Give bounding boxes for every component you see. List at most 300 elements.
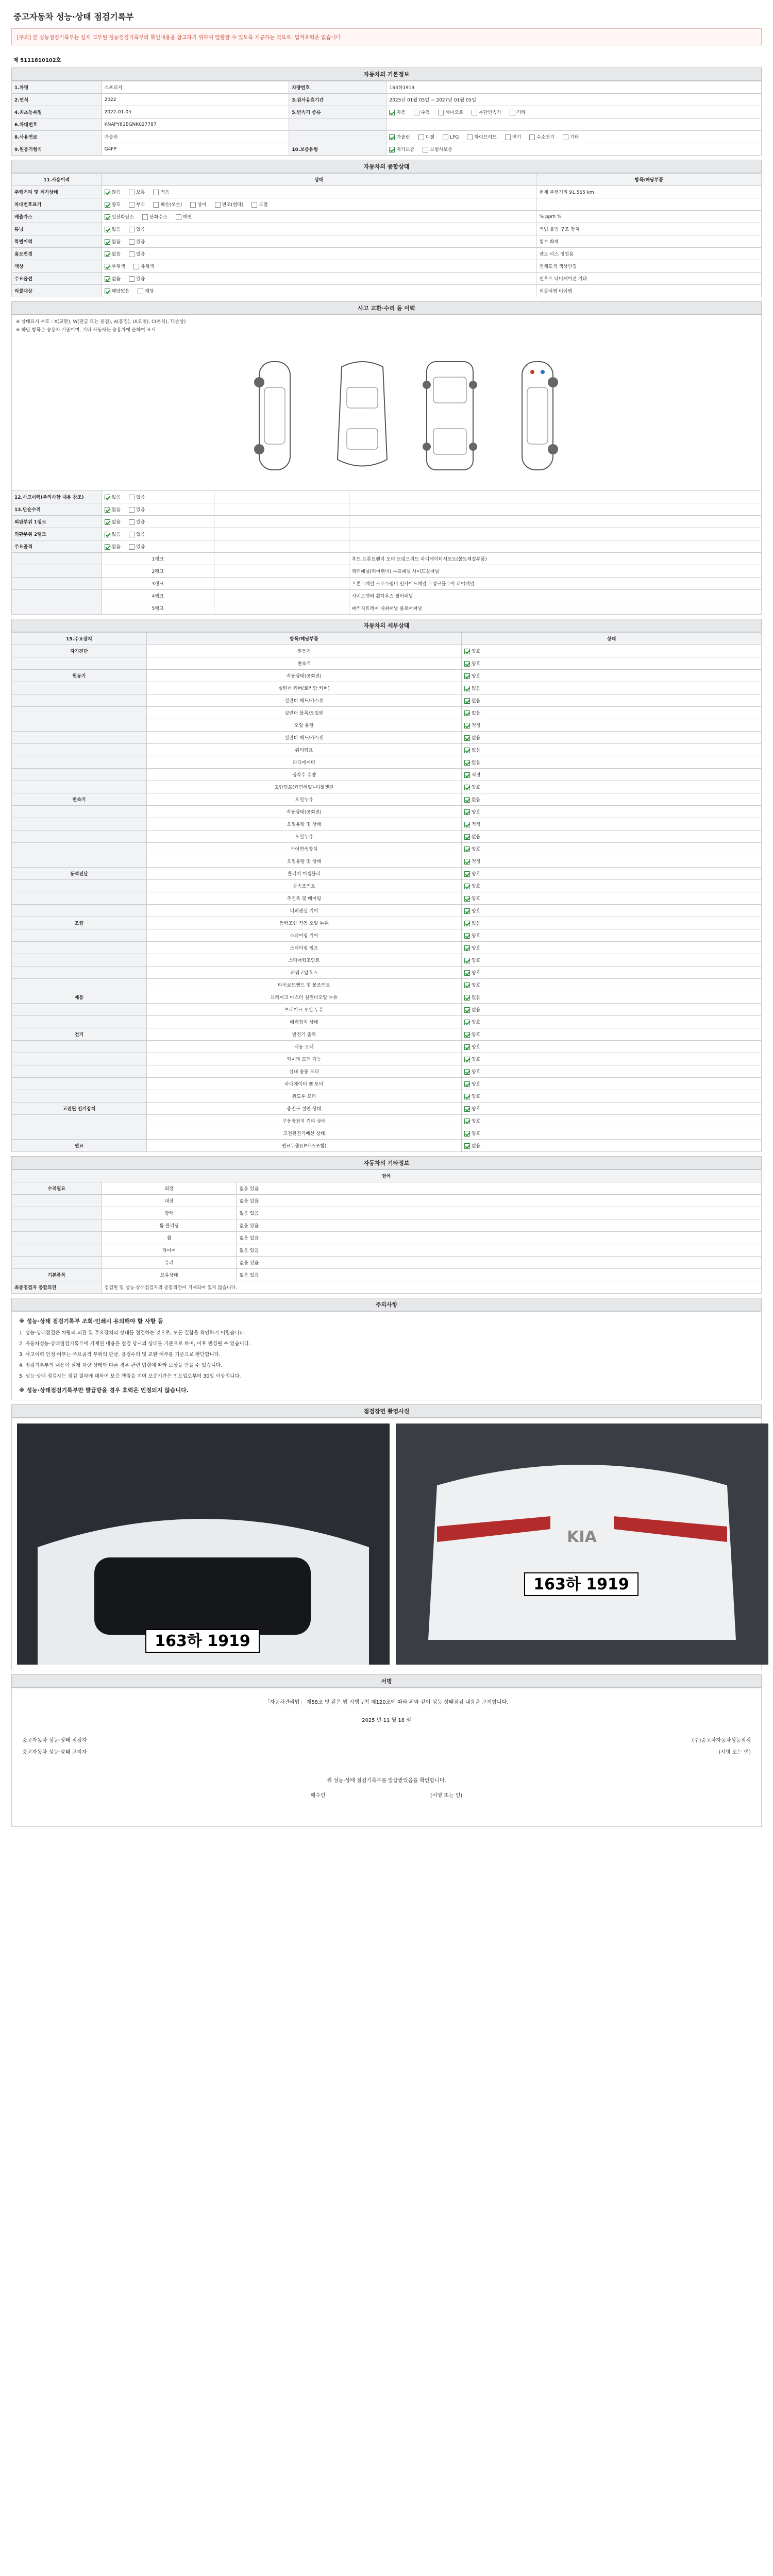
item-label: 구동축전지 격리 상태 bbox=[146, 1115, 461, 1127]
option[interactable] bbox=[418, 133, 434, 140]
status-value: 양호 bbox=[471, 1131, 481, 1137]
checkbox-icon[interactable] bbox=[389, 110, 395, 115]
status-cell bbox=[461, 732, 761, 744]
group-label bbox=[12, 1244, 102, 1257]
checkbox-icon[interactable] bbox=[467, 134, 473, 140]
detail-row bbox=[12, 917, 762, 929]
item-label: 실린더 헤드/가스켓 bbox=[146, 694, 461, 707]
checkbox-icon[interactable] bbox=[105, 495, 110, 500]
status-cell bbox=[461, 880, 761, 892]
row-label: 배출가스 bbox=[12, 211, 102, 223]
section-other-info: 자동차의 기타정보 bbox=[11, 1156, 762, 1170]
checkbox-icon[interactable] bbox=[129, 532, 135, 537]
option-label: 있음 bbox=[136, 507, 145, 513]
checkbox-icon[interactable] bbox=[443, 134, 448, 140]
checkbox-icon[interactable] bbox=[464, 1044, 470, 1050]
detail-row bbox=[12, 929, 762, 942]
status-cell bbox=[461, 682, 761, 694]
option[interactable] bbox=[153, 201, 182, 208]
checkbox-icon[interactable] bbox=[464, 822, 470, 827]
field-value bbox=[386, 118, 762, 131]
checkbox-icon[interactable] bbox=[505, 134, 511, 140]
option[interactable] bbox=[129, 531, 145, 537]
state-options bbox=[102, 285, 536, 297]
option-label: 무단변속기 bbox=[479, 110, 501, 115]
parts-detail: 프론트패널 크로스멤버 인사이드패널 트렁크플로어 리어패널 bbox=[349, 578, 761, 590]
option[interactable] bbox=[129, 494, 145, 500]
device-label bbox=[12, 1078, 147, 1090]
checkbox-icon[interactable] bbox=[129, 239, 135, 245]
front-photo bbox=[17, 1423, 390, 1665]
option[interactable] bbox=[467, 133, 496, 140]
option[interactable] bbox=[129, 543, 145, 550]
checkbox-icon[interactable] bbox=[215, 202, 221, 208]
checkbox-icon[interactable] bbox=[464, 1118, 470, 1124]
section-general-state: 자동차의 종합상태 bbox=[11, 160, 762, 173]
parts-row bbox=[12, 565, 762, 578]
detail-row bbox=[12, 868, 762, 880]
blank-cell bbox=[214, 540, 349, 553]
option[interactable] bbox=[251, 201, 267, 208]
checkbox-icon[interactable] bbox=[389, 134, 395, 140]
rear-brand-text: KIA bbox=[567, 1528, 597, 1546]
item-label: 파워고압호스 bbox=[146, 967, 461, 979]
row-label: 13.단순수리 bbox=[12, 503, 102, 516]
group-label: 기본품목 bbox=[12, 1269, 102, 1281]
checkbox-icon[interactable] bbox=[464, 834, 470, 840]
car-left-side-icon bbox=[244, 357, 306, 475]
option[interactable] bbox=[105, 543, 121, 550]
device-label bbox=[12, 892, 147, 905]
checkbox-icon[interactable] bbox=[472, 110, 477, 115]
blank-cell bbox=[214, 528, 349, 540]
state-options bbox=[102, 223, 536, 235]
checkbox-icon[interactable] bbox=[251, 202, 257, 208]
option[interactable] bbox=[389, 146, 414, 152]
section-accident-history: 사고 교환·수리 등 이력 bbox=[11, 301, 762, 315]
checkbox-icon[interactable] bbox=[389, 147, 395, 152]
device-label bbox=[12, 694, 147, 707]
checkbox-icon[interactable] bbox=[153, 190, 159, 195]
checkbox-icon[interactable] bbox=[129, 190, 135, 195]
option[interactable] bbox=[105, 238, 121, 245]
detail-row bbox=[12, 707, 762, 719]
checkbox-icon[interactable] bbox=[464, 661, 470, 667]
checkbox-icon[interactable] bbox=[464, 896, 470, 902]
option-label: 있음 bbox=[136, 545, 145, 550]
state-options bbox=[102, 198, 536, 211]
device-label: 고전원 전기장치 bbox=[12, 1103, 147, 1115]
status-cell bbox=[461, 1127, 761, 1140]
detail-row bbox=[12, 694, 762, 707]
checkbox-icon[interactable] bbox=[464, 723, 470, 728]
checkbox-icon[interactable] bbox=[423, 147, 428, 152]
checkbox-icon[interactable] bbox=[129, 544, 135, 550]
checkbox-icon[interactable] bbox=[129, 507, 135, 513]
general-row bbox=[12, 235, 762, 248]
detail-row bbox=[12, 1127, 762, 1140]
detail-row bbox=[12, 732, 762, 744]
status-value: 양호 bbox=[471, 1070, 481, 1075]
field-label: 6.차대번호 bbox=[12, 118, 102, 131]
checkbox-icon[interactable] bbox=[464, 748, 470, 753]
checkbox-icon[interactable] bbox=[105, 276, 110, 282]
device-label bbox=[12, 818, 147, 831]
checkbox-icon[interactable] bbox=[153, 202, 159, 208]
checkbox-icon[interactable] bbox=[464, 1057, 470, 1062]
general-row bbox=[12, 248, 762, 260]
checkbox-icon[interactable] bbox=[464, 797, 470, 803]
field-label: 차량번호 bbox=[289, 81, 386, 94]
note-item: 3. 사고이력 인정 여부는 주요골격 부위의 판금, 용접수리 및 교환 여부를 기준으로 판단합니다. bbox=[19, 1352, 221, 1358]
option[interactable] bbox=[129, 275, 145, 282]
option[interactable] bbox=[153, 189, 169, 195]
checkbox-icon[interactable] bbox=[464, 945, 470, 951]
option[interactable] bbox=[423, 146, 452, 152]
option-label: 많음 bbox=[111, 190, 121, 195]
buyer-label: 매수인 bbox=[310, 1793, 326, 1799]
status-cell bbox=[461, 1115, 761, 1127]
device-label: 제동 bbox=[12, 991, 147, 1004]
rank-label: 3랭크 bbox=[102, 578, 214, 590]
item-label: 타이로드엔드 및 볼조인트 bbox=[146, 979, 461, 991]
detail-row bbox=[12, 756, 762, 769]
checkbox-icon[interactable] bbox=[105, 264, 110, 269]
checkbox-icon[interactable] bbox=[414, 110, 419, 115]
status-cell bbox=[461, 806, 761, 818]
rank-label: 4랭크 bbox=[102, 590, 214, 602]
checkbox-icon[interactable] bbox=[464, 995, 470, 1001]
checkbox-icon[interactable] bbox=[464, 673, 470, 679]
field-value: 가솔린 bbox=[102, 131, 289, 143]
option-label: 탄화수소 bbox=[149, 215, 167, 220]
detail-row bbox=[12, 1041, 762, 1053]
general-row bbox=[12, 273, 762, 285]
option-label: 해당없음 bbox=[111, 289, 130, 294]
item-label: 원동기 bbox=[146, 645, 461, 657]
option-label: 없음 bbox=[111, 495, 121, 500]
company-name: (주)중고차자동차성능점검 bbox=[692, 1738, 751, 1743]
checkbox-icon[interactable] bbox=[129, 251, 135, 257]
checkbox-icon[interactable] bbox=[563, 134, 568, 140]
status-cell bbox=[461, 781, 761, 793]
checkbox-icon[interactable] bbox=[142, 214, 148, 220]
item-label: 워터펌프 bbox=[146, 744, 461, 756]
detail-row bbox=[12, 645, 762, 657]
status-cell bbox=[461, 942, 761, 954]
opinion-label: 최종점검자 종합의견 bbox=[12, 1281, 102, 1294]
checkbox-icon[interactable] bbox=[105, 202, 110, 208]
option[interactable] bbox=[389, 133, 410, 140]
checkbox-icon[interactable] bbox=[464, 1069, 470, 1075]
detail-row bbox=[12, 954, 762, 967]
accident-table bbox=[11, 490, 762, 615]
checkbox-icon[interactable] bbox=[464, 846, 470, 852]
option-label: 있음 bbox=[136, 520, 145, 525]
option[interactable] bbox=[129, 518, 145, 525]
checkbox-icon[interactable] bbox=[464, 1020, 470, 1025]
accident-options bbox=[102, 491, 214, 503]
item-label: 보유상태 bbox=[102, 1269, 237, 1281]
checkbox-icon[interactable] bbox=[464, 884, 470, 889]
status-cell bbox=[461, 1103, 761, 1115]
device-label: 변속기 bbox=[12, 793, 147, 806]
other-row bbox=[12, 1232, 762, 1244]
item-label: 기어변속장치 bbox=[146, 843, 461, 855]
checkbox-icon[interactable] bbox=[464, 970, 470, 976]
section-detail-state: 자동차의 세부상태 bbox=[11, 619, 762, 632]
option[interactable] bbox=[563, 133, 579, 140]
state-options bbox=[102, 248, 536, 260]
detail-row bbox=[12, 1090, 762, 1103]
checkbox-icon[interactable] bbox=[464, 760, 470, 766]
item-label: 오일누유 bbox=[146, 831, 461, 843]
checkbox-icon[interactable] bbox=[464, 1131, 470, 1137]
checkbox-icon[interactable] bbox=[464, 933, 470, 939]
parts-detail: 패키지트레이 대쉬패널 플로어패널 bbox=[349, 602, 761, 615]
status-value: 적정 bbox=[471, 859, 481, 865]
checkbox-icon[interactable] bbox=[464, 921, 470, 926]
checkbox-icon[interactable] bbox=[464, 698, 470, 704]
group-label bbox=[12, 1195, 102, 1207]
checkbox-icon[interactable] bbox=[138, 289, 143, 294]
checkbox-icon[interactable] bbox=[129, 276, 135, 282]
option[interactable] bbox=[105, 213, 134, 220]
device-label bbox=[12, 979, 147, 991]
checkbox-icon[interactable] bbox=[464, 1094, 470, 1099]
symbol-legend: ※ 상태표시 부호 : X(교환), W(판금 또는 용접), A(흠집), U(요철), C(부식), T(손상) bbox=[16, 319, 186, 325]
header-cell: 항목 bbox=[12, 1170, 762, 1182]
checkbox-icon[interactable] bbox=[510, 110, 515, 115]
option[interactable] bbox=[133, 263, 154, 269]
option[interactable] bbox=[505, 133, 521, 140]
checkbox-icon[interactable] bbox=[464, 785, 470, 790]
device-label bbox=[12, 905, 147, 917]
option-label: 무채색 bbox=[111, 264, 125, 269]
option-label: 훼손(오손) bbox=[160, 202, 182, 208]
option[interactable] bbox=[129, 506, 145, 513]
checkbox-icon[interactable] bbox=[464, 958, 470, 963]
detail-row bbox=[12, 979, 762, 991]
option-label: 유채색 bbox=[140, 264, 154, 269]
option[interactable] bbox=[215, 201, 244, 208]
detail-row bbox=[12, 942, 762, 954]
sign-date: 2025 년 11 월 18 일 bbox=[362, 1718, 411, 1723]
detail-row bbox=[12, 831, 762, 843]
option[interactable] bbox=[129, 201, 145, 208]
option[interactable] bbox=[129, 226, 145, 232]
option[interactable] bbox=[438, 109, 463, 115]
status-value: 양호 bbox=[471, 1032, 481, 1038]
blank-cell bbox=[214, 553, 349, 565]
status-value: 양호 bbox=[471, 884, 481, 889]
field-label: 2.연식 bbox=[12, 94, 102, 106]
header-cell: 15.주요장치 bbox=[12, 633, 147, 645]
checkbox-icon[interactable] bbox=[105, 190, 110, 195]
checkbox-icon[interactable] bbox=[464, 908, 470, 914]
checkbox-icon[interactable] bbox=[464, 1081, 470, 1087]
option-label: 없음 bbox=[111, 532, 121, 537]
option[interactable] bbox=[105, 226, 121, 232]
checkbox-icon[interactable] bbox=[464, 735, 470, 741]
field-label: 1.차명 bbox=[12, 81, 102, 94]
accident-row bbox=[12, 491, 762, 503]
status-cell bbox=[461, 967, 761, 979]
checkbox-icon[interactable] bbox=[105, 214, 110, 220]
header-cell: 상태 bbox=[461, 633, 761, 645]
option[interactable] bbox=[389, 109, 405, 115]
checkbox-icon[interactable] bbox=[105, 289, 110, 294]
checkbox-icon[interactable] bbox=[190, 202, 196, 208]
device-label: 연료 bbox=[12, 1140, 147, 1152]
row-note bbox=[536, 198, 762, 211]
parts-row bbox=[12, 590, 762, 602]
option[interactable] bbox=[129, 189, 145, 195]
row-note: 전체도색 색상변경 bbox=[536, 260, 762, 273]
blank-cell bbox=[214, 491, 349, 503]
other-row bbox=[12, 1244, 762, 1257]
option-label: 전기 bbox=[512, 135, 522, 140]
checkbox-icon[interactable] bbox=[464, 859, 470, 865]
checkbox-icon[interactable] bbox=[529, 134, 535, 140]
checkbox-icon[interactable] bbox=[129, 519, 135, 525]
parts-detail: 사이드멤버 휠하우스 필러패널 bbox=[349, 590, 761, 602]
checkbox-icon[interactable] bbox=[464, 772, 470, 778]
option-label: 없음 bbox=[111, 252, 121, 257]
option[interactable] bbox=[105, 275, 121, 282]
item-label: 스티어링 펌프 bbox=[146, 942, 461, 954]
option[interactable] bbox=[105, 201, 121, 208]
option[interactable] bbox=[529, 133, 554, 140]
option-label: 적음 bbox=[160, 190, 170, 195]
device-label: 원동기 bbox=[12, 670, 147, 682]
general-row bbox=[12, 211, 762, 223]
status-value: 없음 bbox=[471, 686, 481, 691]
detail-row bbox=[12, 967, 762, 979]
checkbox-icon[interactable] bbox=[105, 239, 110, 245]
signature-suffix: (서명 또는 인) bbox=[718, 1750, 751, 1755]
checkbox-icon[interactable] bbox=[438, 110, 444, 115]
checkbox-icon[interactable] bbox=[464, 649, 470, 654]
other-row bbox=[12, 1269, 762, 1281]
option[interactable] bbox=[105, 287, 130, 294]
option-label: 자가보증 bbox=[396, 147, 415, 152]
checkbox-icon[interactable] bbox=[464, 982, 470, 988]
option[interactable] bbox=[129, 250, 145, 257]
option[interactable] bbox=[510, 109, 526, 115]
status-value: 양호 bbox=[471, 872, 481, 877]
option[interactable] bbox=[176, 213, 192, 220]
option[interactable] bbox=[414, 109, 430, 115]
checkbox-icon[interactable] bbox=[105, 227, 110, 232]
status-cell bbox=[461, 905, 761, 917]
item-label: 디퍼렌셜 기어 bbox=[146, 905, 461, 917]
row-label: 용도변경 bbox=[12, 248, 102, 260]
accident-row bbox=[12, 540, 762, 553]
basic-row bbox=[12, 94, 762, 106]
detail-row bbox=[12, 1078, 762, 1090]
option[interactable] bbox=[105, 250, 121, 257]
blank-cell bbox=[12, 565, 102, 578]
option-label: 세미오토 bbox=[445, 110, 464, 115]
checkbox-icon[interactable] bbox=[464, 1143, 470, 1149]
detail-row bbox=[12, 793, 762, 806]
option[interactable] bbox=[105, 531, 121, 537]
basic-row bbox=[12, 106, 762, 118]
symbol-sub-legend: ※ 하단 항목은 승용차 기준이며, 기타 자동차는 승용차에 준하여 표시 bbox=[16, 328, 156, 333]
opinion-text: 점검원 및 성능·상태점검자의 종합의견이 기재되어 있지 않습니다. bbox=[102, 1281, 761, 1294]
option-label: 상이 bbox=[197, 202, 207, 208]
checkbox-icon[interactable] bbox=[105, 251, 110, 257]
detail-row bbox=[12, 1028, 762, 1041]
checkbox-icon[interactable] bbox=[105, 544, 110, 550]
checkbox-icon[interactable] bbox=[129, 495, 135, 500]
detail-row bbox=[12, 1103, 762, 1115]
option[interactable] bbox=[105, 506, 121, 513]
option[interactable] bbox=[105, 494, 121, 500]
checkbox-icon[interactable] bbox=[464, 809, 470, 815]
status-cell bbox=[461, 769, 761, 781]
checkbox-icon[interactable] bbox=[464, 1032, 470, 1038]
checkbox-icon[interactable] bbox=[418, 134, 424, 140]
section-basic-info: 자동차의 기본정보 bbox=[11, 67, 762, 81]
checkbox-icon[interactable] bbox=[464, 871, 470, 877]
checkbox-icon[interactable] bbox=[129, 227, 135, 232]
option[interactable] bbox=[105, 263, 125, 269]
option-label: 보험사보증 bbox=[430, 147, 452, 152]
checkbox-icon[interactable] bbox=[129, 202, 135, 208]
other-row bbox=[12, 1219, 762, 1232]
item-label: 추진축 및 베어링 bbox=[146, 892, 461, 905]
option[interactable] bbox=[190, 201, 206, 208]
field-label bbox=[289, 118, 386, 131]
option[interactable] bbox=[138, 287, 154, 294]
option[interactable] bbox=[472, 109, 501, 115]
row-label: 차대번호표기 bbox=[12, 198, 102, 211]
option-label: 없음 bbox=[111, 277, 121, 282]
option-label: 있음 bbox=[136, 277, 145, 282]
checkbox-icon[interactable] bbox=[464, 710, 470, 716]
car-front-icon bbox=[331, 357, 393, 475]
checkbox-icon[interactable] bbox=[105, 519, 110, 525]
general-row bbox=[12, 260, 762, 273]
checkbox-icon[interactable] bbox=[464, 1007, 470, 1013]
checkbox-icon[interactable] bbox=[105, 507, 110, 513]
detail-row bbox=[12, 991, 762, 1004]
checkbox-icon[interactable] bbox=[464, 1106, 470, 1112]
checkbox-icon[interactable] bbox=[176, 214, 181, 220]
status-cell bbox=[461, 657, 761, 670]
option[interactable] bbox=[105, 518, 121, 525]
other-row bbox=[12, 1182, 762, 1195]
option[interactable] bbox=[105, 189, 121, 195]
status-cell bbox=[461, 719, 761, 732]
option[interactable] bbox=[142, 213, 167, 220]
checkbox-icon[interactable] bbox=[464, 686, 470, 691]
checkbox-icon[interactable] bbox=[105, 532, 110, 537]
item-value: 없음 있음 bbox=[237, 1219, 762, 1232]
rear-plate-text: 163하 1919 bbox=[533, 1575, 629, 1594]
checkbox-icon[interactable] bbox=[133, 264, 139, 269]
row-label: 외판부위 2랭크 bbox=[12, 528, 102, 540]
option[interactable] bbox=[129, 238, 145, 245]
item-label: 스티어링 기어 bbox=[146, 929, 461, 942]
blank-cell bbox=[214, 590, 349, 602]
option[interactable] bbox=[443, 134, 459, 140]
item-value: 없음 있음 bbox=[237, 1244, 762, 1257]
fuel-options bbox=[386, 131, 762, 143]
row-note: 렌트 리스 영업용 bbox=[536, 248, 762, 260]
